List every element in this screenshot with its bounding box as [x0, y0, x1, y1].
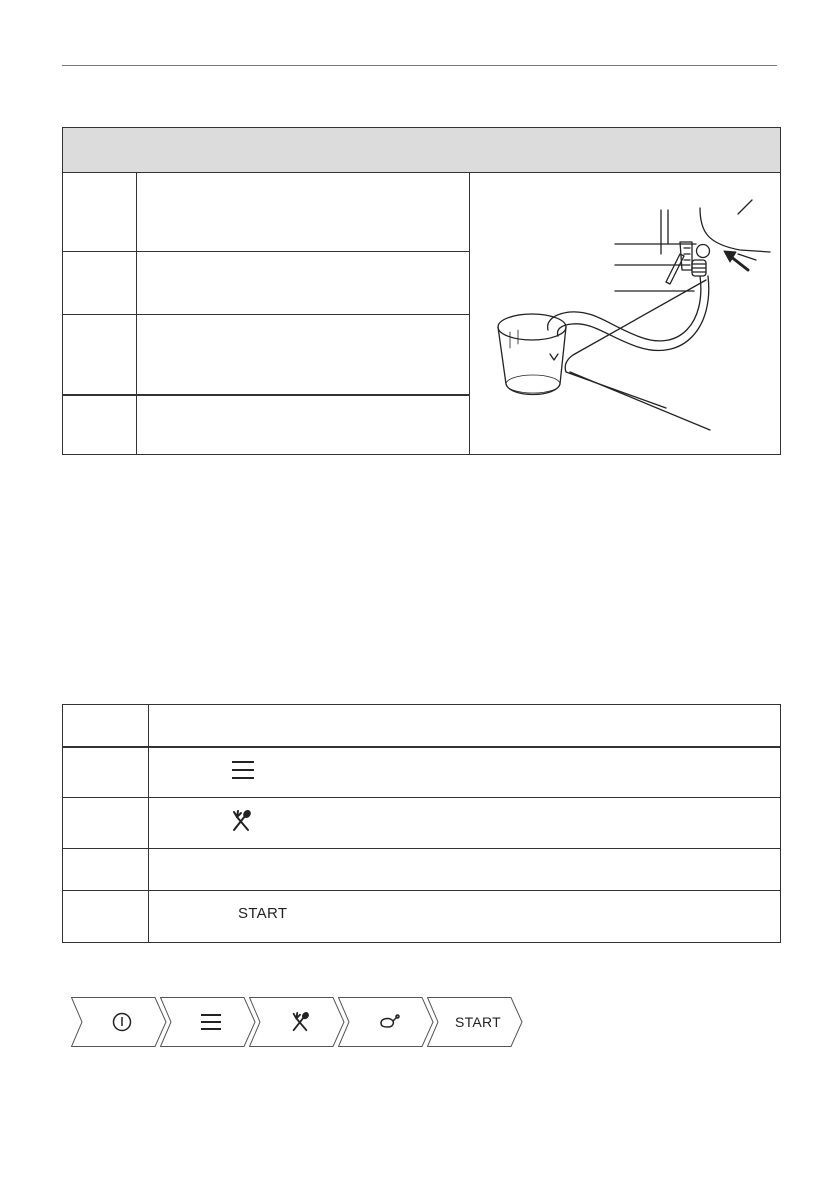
program-steps-table [62, 704, 781, 943]
quick-steps-sequence [71, 997, 531, 1049]
fork-spoon-icon [284, 1012, 310, 1032]
start-label: START [454, 1014, 502, 1030]
step-power [71, 997, 167, 1047]
row-divider [63, 890, 780, 891]
menu-icon [231, 759, 255, 781]
row-divider [63, 848, 780, 849]
column-divider [148, 705, 149, 942]
table-header [63, 128, 780, 173]
row-divider [63, 251, 469, 252]
step-description-column [136, 172, 470, 454]
power-icon [106, 1012, 132, 1032]
header-rule [62, 65, 777, 66]
row-divider [63, 797, 780, 798]
row-divider [63, 314, 469, 315]
step-menu [160, 997, 256, 1047]
step-number-column [63, 172, 137, 454]
roast-chicken-icon [372, 1013, 400, 1031]
start-label: START [238, 905, 288, 922]
fork-spoon-icon [231, 810, 251, 832]
menu-icon [194, 1012, 222, 1032]
row-divider [63, 394, 469, 396]
step-start [427, 997, 523, 1047]
header-divider [63, 746, 780, 748]
drain-hose-illustration [470, 172, 780, 454]
step-assisted-cooking [249, 997, 345, 1047]
step-dish [338, 997, 434, 1047]
steam-drain-table [62, 127, 781, 455]
